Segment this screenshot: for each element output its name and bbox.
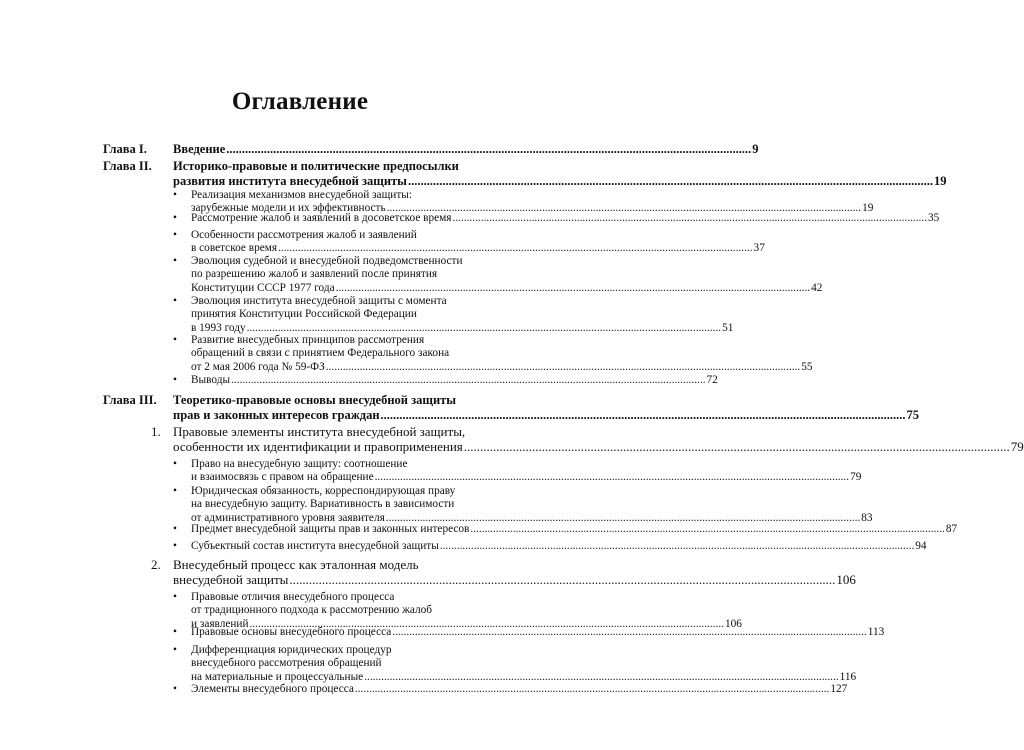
toc-item-line: от 2 мая 2006 года № 59-ФЗ [191,360,325,373]
toc-item[interactable] [173,485,873,525]
toc-item[interactable] [173,683,848,696]
chapter-2-page: 19 [933,173,947,188]
chapter-3-label: Глава III. [103,393,157,407]
bullet-icon: • [173,374,177,386]
chapter-1-title: Введение [173,142,226,156]
toc-item-page: 19 [862,202,874,215]
chapter-2-title-line-1: Историко-правовые и политические предпосылки [173,159,459,173]
section-2-title-line-1: Внесудебный процесс как эталонная модель [173,557,419,572]
toc-item-line: и взаимосвязь с правом на обращение [191,471,374,484]
toc-item[interactable] [173,540,927,553]
toc-item-line: и заявлений [191,617,249,630]
toc-item-line: обращений в связи с принятием Федерального закона [191,347,450,360]
toc-item-page: 106 [725,617,742,630]
chapter-3-title-line-2: прав и законных интересов граждан [173,407,380,422]
bullet-icon: • [173,540,177,552]
toc-item-line: Конституции СССР 1977 года [191,281,335,294]
toc-item-line: Особенности рассмотрения жалоб и заявлений [191,229,417,241]
chapter-1-label: Глава I. [103,142,147,156]
chapter-1-page: 9 [752,142,759,156]
chapter-3-entry[interactable] [173,393,920,423]
chapter-2-entry[interactable] [173,159,947,189]
chapter-2-title-line-2: развития института внесудебной защиты [173,173,407,188]
toc-item-line: Реализация механизмов внесудебной защиты: [191,189,412,201]
toc-item[interactable] [173,591,742,631]
toc-item-line: Элементы внесудебного процесса [191,683,354,695]
section-1-title-line-2: особенности их идентификации и правоприменения [173,439,463,454]
bullet-icon: • [173,255,177,267]
toc-item-line: в 1993 году [191,321,246,334]
bullet-icon: • [173,683,177,695]
section-1-page: 79 [1010,439,1024,454]
toc-item-line: Право на внесудебную защиту: соотношение [191,458,408,470]
toc-item-line: Эволюция судебной и внесудебной подведомственности [191,255,463,267]
toc-item-line: Юридическая обязанность, корреспондирующая праву [191,485,456,497]
toc-item-line: на внесудебную защиту. Вариативность в зависимости [191,498,455,511]
toc-item-page: 51 [722,321,734,334]
toc-item[interactable] [173,295,734,335]
toc-item-page: 94 [915,540,927,552]
toc-item-page: 116 [839,670,857,683]
toc-item-page: 113 [867,626,885,638]
bullet-icon: • [173,189,177,201]
chapter-1-entry[interactable] [173,142,759,157]
section-1-title-line-1: Правовые элементы института внесудебной защиты, [173,424,466,439]
toc-item[interactable] [173,644,857,684]
toc-item-line: Эволюция института внесудебной защиты с момента [191,295,447,307]
toc-item-page: 35 [927,212,940,224]
chapter-3-title-line-1: Теоретико-правовые основы внесудебной защиты [173,393,457,407]
chapter-2-label: Глава II. [103,159,152,173]
toc-item-page: 72 [706,374,718,386]
toc-item[interactable] [173,523,958,536]
toc-item[interactable] [173,458,862,485]
toc-item-line: в советское время [191,242,278,255]
bullet-icon: • [173,229,177,241]
toc-item-line: Выводы [191,374,231,386]
bullet-icon: • [173,212,177,224]
toc-item[interactable] [173,229,765,256]
toc-item-line: Развитие внесудебных принципов рассмотрения [191,334,425,346]
toc-item-line: Правовые основы внесудебного процесса [191,626,392,638]
toc-item-line: зарубежные модели и их эффективность [191,202,386,215]
chapter-3-page: 75 [906,407,920,422]
section-2-entry[interactable] [173,557,856,587]
toc-item[interactable] [173,334,813,374]
bullet-icon: • [173,644,177,656]
section-1-number: 1. [151,424,161,439]
bullet-icon: • [173,485,177,497]
section-1-entry[interactable] [173,424,1024,454]
page-title: Оглавление [231,88,369,115]
toc-item-page: 87 [945,523,958,535]
toc-item-page: 127 [830,683,848,695]
toc-item-page: 42 [811,281,823,294]
toc-item-line: Субъектный состав института внесудебной защиты [191,540,439,552]
bullet-icon: • [173,626,177,638]
toc-item-page: 37 [753,242,765,255]
toc-item[interactable] [173,255,823,295]
section-2-number: 2. [151,557,161,572]
toc-item-line: Предмет внесудебной защиты прав и законных интересов [191,523,470,535]
toc-item-line: от традиционного подхода к рассмотрению жалоб [191,604,433,617]
toc-item-line: внесудебного рассмотрения обращений [191,657,382,670]
section-2-page: 106 [836,572,856,587]
toc-item-page: 83 [861,511,873,524]
toc-item[interactable] [173,212,940,225]
bullet-icon: • [173,295,177,307]
bullet-icon: • [173,523,177,535]
toc-item-line: Правовые отличия внесудебного процесса [191,591,395,603]
toc-item[interactable] [173,374,718,387]
toc-item-line: Рассмотрение жалоб и заявлений в досоветское время [191,212,452,224]
bullet-icon: • [173,334,177,346]
toc-item-line: принятия Конституции Российской Федерации [191,308,417,321]
toc-item[interactable] [173,626,885,639]
bullet-icon: • [173,458,177,470]
toc-item-page: 79 [850,471,862,484]
toc-item-line: на материальные и процессуальные [191,670,364,683]
section-2-title-line-2: внесудебной защиты [173,572,289,587]
toc-item-page: 55 [801,360,813,373]
bullet-icon: • [173,591,177,603]
toc-item-line: от административного уровня заявителя [191,511,385,524]
toc-item-line: по разрешению жалоб и заявлений после принятия [191,268,438,281]
toc-item-line: Дифференциация юридических процедур [191,644,392,656]
